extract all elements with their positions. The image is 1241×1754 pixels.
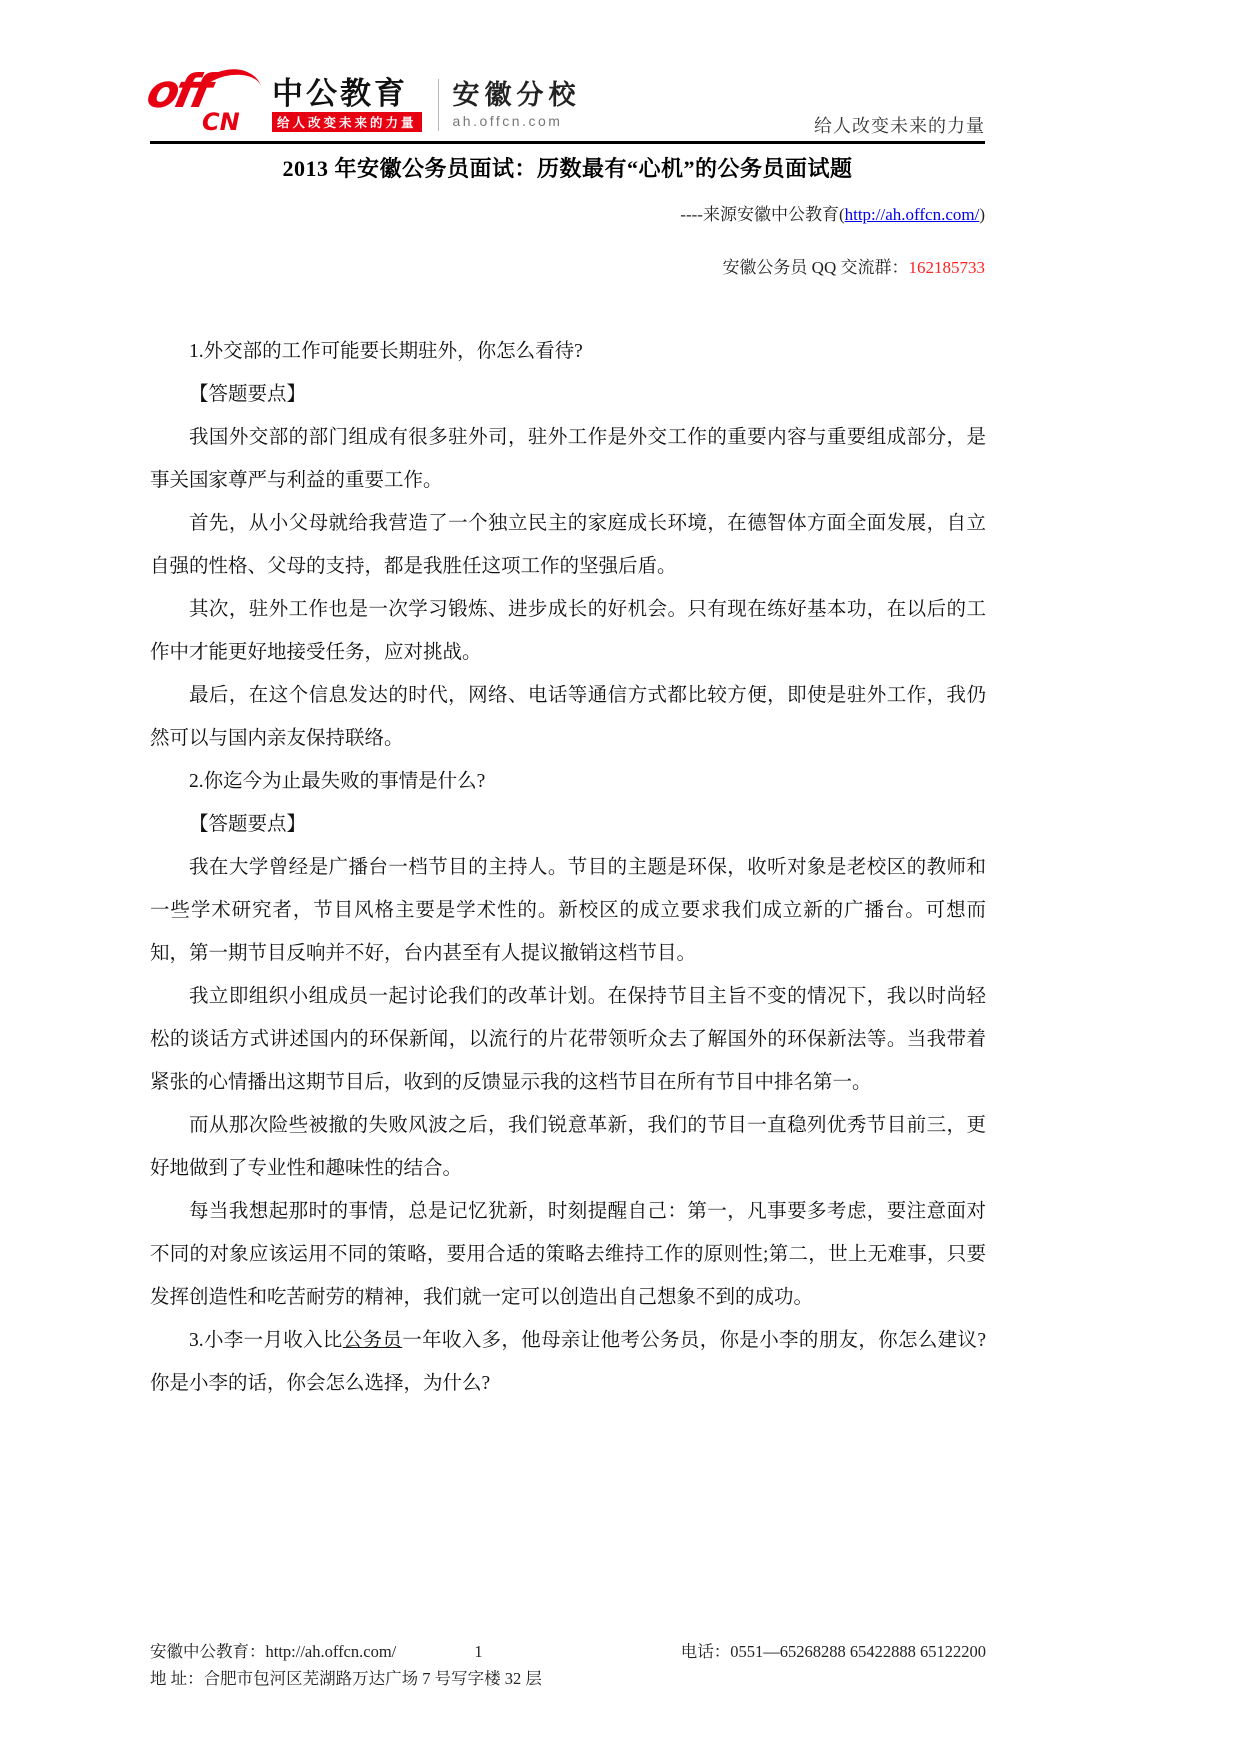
source-suffix: ) <box>979 205 985 224</box>
question-3 <box>150 1319 986 1405</box>
question-3-prefix: 3.小李一月收入比 <box>189 1330 343 1351</box>
header-slogan-right: 给人改变未来的力量 <box>814 116 985 136</box>
document-body <box>150 330 986 1405</box>
paragraph: 而从那次险些被撤的失败风波之后，我们锐意革新，我们的节目一直稳列优秀节目前三，更好地做到了专业性和趣味性的结合。 <box>150 1115 986 1179</box>
paragraph: 我立即组织小组成员一起讨论我们的改革计划。在保持节目主旨不变的情况下，我以时尚轻松的谈话方式讲述国内的环保新闻，以流行的片花带领听众去了解国外的环保新法等。当我带着紧张的心情播出这期节目后，收到的反馈显示我的这档节目在所有节目中排名第一。 <box>150 986 986 1093</box>
question-3-link[interactable]: 公务员 <box>342 1330 403 1351</box>
answer-points-heading-1: 【答题要点】 <box>189 384 307 405</box>
paragraph: 我国外交部的部门组成有很多驻外司，驻外工作是外交工作的重要内容与重要组成部分，是事关国家尊严与利益的重要工作。 <box>150 427 986 491</box>
paragraph: 首先，从小父母就给我营造了一个独立民主的家庭成长环境，在德智体方面全面发展，自立自强的性格、父母的支持，都是我胜任这项工作的坚强后盾。 <box>150 513 986 577</box>
source-prefix: ----来源安徽中公教育( <box>680 205 845 224</box>
footer-address: 地 址：合肥市包河区芜湖路万达广场 7 号写字楼 32 层 <box>150 1669 542 1688</box>
question-3-suffix: 一年收入多，他母亲让他考公务员，你是小李的朋友，你怎么建议?你是小李的话，你会怎么选择，为什么? <box>150 1330 986 1394</box>
qq-group-line <box>150 253 985 278</box>
footer-phone: 电话：0551—65268288 65422888 65122200 <box>680 1642 986 1661</box>
footer-site: 安徽中公教育：http://ah.offcn.com/ <box>150 1642 397 1661</box>
page-title: 2013 年安徽公务员面试：历数最有“心机”的公务员面试题 <box>282 156 853 181</box>
question-2: 2.你迄今为止最失败的事情是什么? <box>189 771 486 792</box>
page-footer <box>150 1638 986 1692</box>
logo-cn-text: CN <box>202 108 240 136</box>
header-rule <box>150 141 985 144</box>
qq-number: 162185733 <box>908 258 985 277</box>
brand-slogan-banner: 给人改变未来的力量 <box>272 112 422 132</box>
answer-points-heading-2: 【答题要点】 <box>189 814 307 835</box>
footer-row-1 <box>150 1638 986 1665</box>
branch-name: 安徽分校 <box>452 79 581 110</box>
paragraph: 最后，在这个信息发达的时代，网络、电话等通信方式都比较方便，即使是驻外工作，我仍然可以与国内亲友保持联络。 <box>150 685 986 749</box>
paragraph: 其次，驻外工作也是一次学习锻炼、进步成长的好机会。只有现在练好基本功，在以后的工作中才能更好地接受任务，应对挑战。 <box>150 599 986 663</box>
source-link[interactable]: http://ah.offcn.com/ <box>844 205 980 224</box>
qq-label: 安徽公务员 QQ 交流群： <box>722 258 909 277</box>
brand-name: 中公教育 <box>272 75 408 111</box>
paragraph: 每当我想起那时的事情，总是记忆犹新，时刻提醒自己：第一，凡事要多考虑，要注意面对不同的对象应该运用不同的策略，要用合适的策略去维持工作的原则性;第二，世上无难事，只要发挥创造性和吃苦耐劳的精神，我们就一定可以创造出自己想象不到的成功。 <box>150 1201 986 1308</box>
source-line <box>150 200 985 225</box>
question-1: 1.外交部的工作可能要长期驻外，你怎么看待? <box>189 341 583 362</box>
footer-page-number: 1 <box>474 1642 483 1661</box>
paragraph: 我在大学曾经是广播台一档节目的主持人。节目的主题是环保，收听对象是老校区的教师和一些学术研究者，节目风格主要是学术性的。新校区的成立要求我们成立新的广播台。可想而知，第一期节目反响并不好，台内甚至有人提议撤销这档节目。 <box>150 857 986 964</box>
logo-script-text: off <box>142 64 214 118</box>
branch-site: ah.offcn.com <box>452 113 563 130</box>
